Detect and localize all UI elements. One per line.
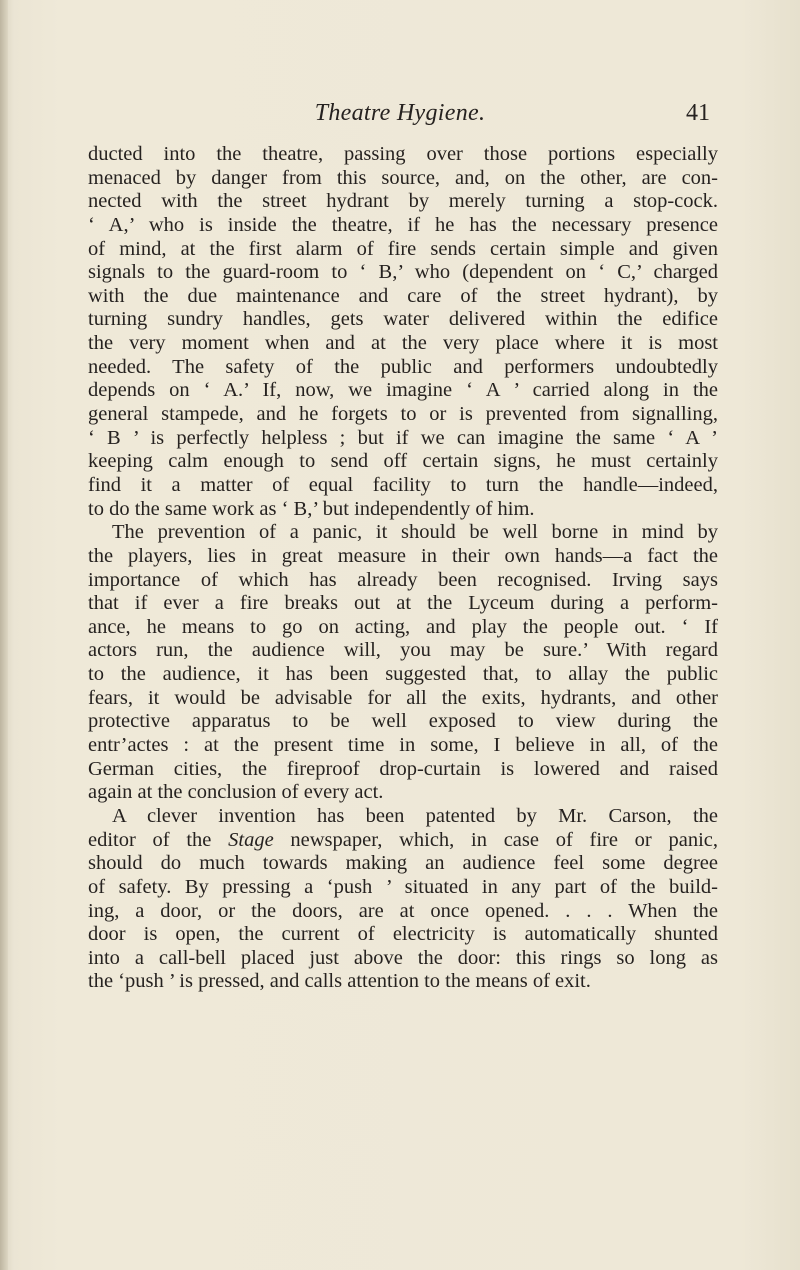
body-text bbox=[88, 143, 718, 994]
text-line: to the audience, it has been suggested that, to allay the public bbox=[88, 663, 718, 686]
text-line: needed. The safety of the public and performers undoubtedly bbox=[88, 355, 718, 378]
text-line: that if ever a fire breaks out at the Lyceum during a perform- bbox=[88, 592, 718, 615]
page-binding-edge bbox=[0, 0, 8, 1270]
text-line: ‘ A,’ who is inside the theatre, if he has the necessary presence bbox=[88, 213, 718, 236]
text-line: again at the conclusion of every act. bbox=[88, 781, 384, 804]
text-line: with the due maintenance and care of the street hydrant), by bbox=[88, 284, 718, 307]
text-line: German cities, the fireproof drop-curtain is lowered and raised bbox=[88, 757, 718, 780]
text-line: into a call-bell placed just above the door: this rings so long as bbox=[88, 946, 718, 969]
text-line: keeping calm enough to send off certain signs, he must certainly bbox=[88, 450, 718, 473]
text-line: door is open, the current of electricity is automatically shunted bbox=[88, 923, 718, 946]
text-line: the ‘push ’ is pressed, and calls attention to the means of exit. bbox=[88, 970, 591, 993]
text-line: protective apparatus to be well exposed to view during the bbox=[88, 710, 718, 733]
text-line: entr’actes : at the present time in some, I believe in all, of the bbox=[88, 734, 718, 757]
page-number: 41 bbox=[686, 100, 710, 126]
text-line: nected with the street hydrant by merely turning a stop-cock. bbox=[88, 190, 718, 213]
text-line: A clever invention has been patented by Mr. Carson, the bbox=[112, 804, 718, 827]
text-line: ducted into the theatre, passing over those portions especially bbox=[88, 143, 718, 165]
text-line: ing, a door, or the doors, are at once opened. . . . When the bbox=[88, 899, 718, 922]
periodical-title: Stage bbox=[228, 828, 274, 851]
text-line: fears, it would be advisable for all the exits, hydrants, and other bbox=[88, 686, 718, 709]
running-head bbox=[100, 100, 710, 134]
text-line: The prevention of a panic, it should be well borne in mind by bbox=[112, 521, 718, 544]
text-line: of mind, at the first alarm of fire sends certain simple and given bbox=[88, 237, 718, 260]
text-line: to do the same work as ‘ B,’ but independently of him. bbox=[88, 497, 535, 520]
text-line: the very moment when and at the very place where it is most bbox=[88, 332, 718, 355]
text-line: importance of which has already been recognised. Irving says bbox=[88, 568, 718, 591]
text-line: ance, he means to go on acting, and play the people out. ‘ If bbox=[88, 615, 718, 638]
text-line: ‘ B ’ is perfectly helpless ; but if we can imagine the same ‘ A ’ bbox=[88, 426, 718, 449]
text-line: of safety. By pressing a ‘push ’ situated in any part of the build- bbox=[88, 875, 718, 898]
running-head-title: Theatre Hygiene. bbox=[314, 100, 486, 126]
text-line: signals to the guard-room to ‘ B,’ who (dependent on ‘ C,’ charged bbox=[88, 261, 718, 284]
text-line: should do much towards making an audience feel some degree bbox=[88, 852, 718, 875]
text-line: turning sundry handles, gets water delivered within the edifice bbox=[88, 308, 718, 331]
text-line: actors run, the audience will, you may be sure.’ With regard bbox=[88, 639, 718, 662]
text-line: menaced by danger from this source, and, on the other, are con- bbox=[88, 166, 718, 189]
text-line: the players, lies in great measure in their own hands—a fact the bbox=[88, 544, 718, 567]
text-line: editor of the Stage newspaper, which, in case of fire or panic, bbox=[88, 828, 718, 851]
text-line: depends on ‘ A.’ If, now, we imagine ‘ A ’ carried along in the bbox=[88, 379, 718, 402]
text-line: general stampede, and he forgets to or is prevented from signalling, bbox=[88, 403, 718, 426]
text-line: find it a matter of equal facility to turn the handle—indeed, bbox=[88, 473, 718, 496]
